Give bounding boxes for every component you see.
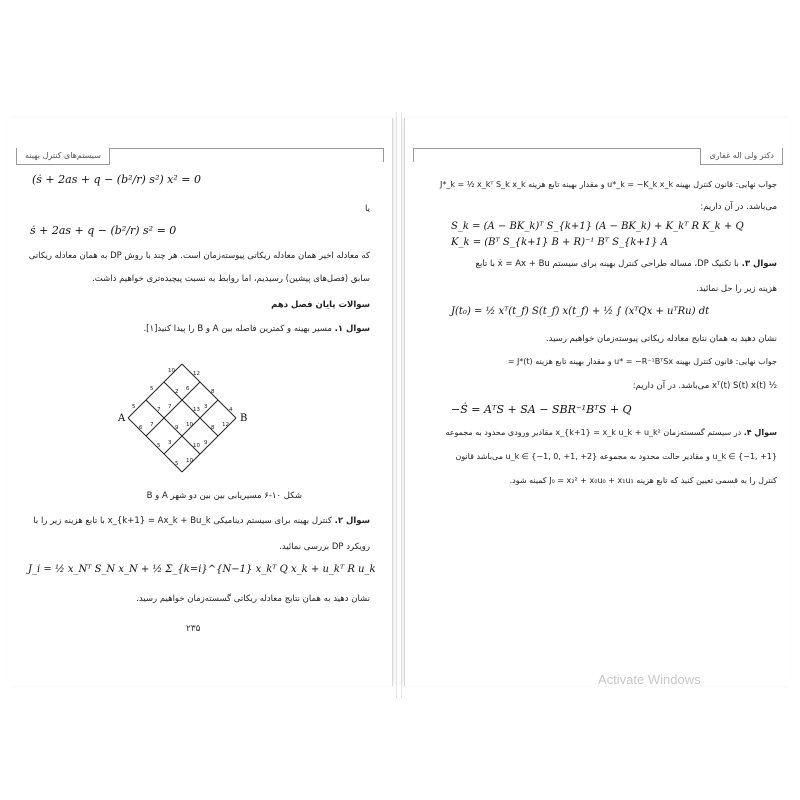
edge-weight-label: 10 bbox=[168, 368, 175, 374]
equation-2: ṡ + 2as + q − (b²/r) s² = 0 bbox=[30, 224, 177, 237]
paragraph-line-2: سابق (فصل‌های پیشین) رسیدیم، اما روابط به نسبت پیچیده‌تری خواهیم داشت. bbox=[92, 274, 370, 284]
edge-weight-label: 6 bbox=[186, 386, 190, 392]
edge-weight-label: 6 bbox=[139, 425, 143, 431]
edge-weight-label: 2 bbox=[175, 389, 179, 395]
edge-weight-label: 7 bbox=[150, 422, 154, 428]
answer-1-cont: می‌باشد. در آن داریم: bbox=[700, 202, 777, 212]
edge-weight-label: 3 bbox=[168, 440, 172, 446]
edge-weight-label: 3 bbox=[204, 404, 208, 410]
question-4-text: در سیستم گسسته‌زمان x_{k+1} = x_k u_k + u_k² مقادیر ورودی محدود به مجموعه bbox=[445, 428, 742, 437]
question-2-text: کنترل بهینه برای سیستم دینامیکی x_{k+1} = Ax_k + Bu_k با تابع هزینه زیر را با bbox=[33, 516, 332, 526]
question-3-label: سوال ۳. bbox=[741, 259, 777, 269]
node-a-label: A bbox=[118, 413, 126, 424]
question-4-line-3: کنترل را به قسمی تعیین کنید که تابع هزینه J₀ = x₂² + x₀u₀ + x₁u₁ کمینه شود. bbox=[509, 476, 777, 485]
right-header-rule bbox=[413, 148, 783, 159]
page-number: ۲۳۵ bbox=[186, 624, 201, 634]
question-4-label: سوال ۴. bbox=[743, 428, 777, 437]
question-2-label: سوال ۲. bbox=[334, 516, 370, 526]
node-b-label: B bbox=[240, 413, 248, 424]
edge-weight-label: 9 bbox=[204, 440, 208, 446]
answer-2-cont: ½ xᵀ(t) S(t) x(t) می‌باشد. در آن داریم: bbox=[632, 381, 777, 391]
edge-weight-label: 5 bbox=[175, 461, 179, 467]
left-header-rule bbox=[16, 148, 384, 159]
book-spine-left bbox=[396, 112, 397, 698]
question-3-line-3: نشان دهید به همان نتایج معادله ریکاتی پیوسته‌زمان خواهیم رسید. bbox=[545, 334, 777, 344]
edge-weight-label: 5 bbox=[157, 443, 161, 449]
question-3-line-2: هزینه زیر را حل نمائید. bbox=[696, 284, 777, 294]
right-header-title: دکتر ولی اله غفاری bbox=[700, 148, 783, 165]
question-3-text: با تکنیک DP، مساله طراحی کنترل بهینه برای سیستم ẋ = Ax + Bu با تابع bbox=[475, 259, 739, 269]
route-grid-diagram bbox=[116, 350, 266, 486]
edge-weight-label: 12 bbox=[222, 422, 229, 428]
left-header-stub bbox=[383, 148, 384, 162]
edge-weight-label: 9 bbox=[175, 425, 179, 431]
paragraph-line-1: که معادله اخیر همان معادله ریکاتی پیوسته‌زمان است. هر چند با روش DP به همان معادله ریکاتی bbox=[28, 251, 370, 261]
answer-2: جواب نهایی: قانون کنترل بهینه u* = −R⁻¹BᵀSx و مقدار بهینه تابع هزینه J*(t) = bbox=[507, 357, 777, 366]
question-1-label: سوال ۱. bbox=[334, 324, 370, 334]
equation-j: J(t₀) = ½ xᵀ(t_f) S(t_f) x(t_f) + ½ ∫ (xᵀQx + uᵀRu) dt bbox=[451, 306, 710, 317]
question-4-line-2: u_k ∈ {−1, +1} و مقادیر حالت محدود به مجموعه u_k ∈ {−1, 0, +1, +2} می‌باشد قانون bbox=[455, 452, 777, 461]
edge-weight-label: 5 bbox=[150, 386, 154, 392]
edge-weight-label: 7 bbox=[168, 404, 172, 410]
question-1 bbox=[143, 324, 370, 334]
equation-riccati: −Ṡ = AᵀS + SA − SBR⁻¹BᵀS + Q bbox=[451, 403, 632, 416]
text-ya: یا bbox=[365, 204, 370, 214]
question-2-line-2: رویکرد DP بررسی نمائید. bbox=[279, 542, 370, 552]
edge-weight-label: 8 bbox=[211, 425, 215, 431]
question-2 bbox=[33, 516, 370, 526]
equation-kk: K_k = (Bᵀ S_{k+1} B + R)⁻¹ Bᵀ S_{k+1} A bbox=[451, 237, 668, 248]
edge-weight-label: 8 bbox=[211, 389, 215, 395]
edge-weight-label: 4 bbox=[229, 407, 233, 413]
question-4 bbox=[445, 428, 777, 437]
figure-caption: شکل ۱۰-۶ مسیریابی بین بین دو شهر A و B bbox=[146, 491, 302, 501]
equation-3: J_i = ½ x_Nᵀ S_N x_N + ½ Σ_{k=i}^{N−1} x_kᵀ Q x_k + u_kᵀ R u_k bbox=[28, 564, 376, 575]
edge-labels bbox=[132, 368, 233, 467]
edge-weight-label: 7 bbox=[157, 407, 161, 413]
right-page bbox=[404, 118, 791, 686]
edge-weight-label: 12 bbox=[193, 371, 200, 377]
question-3 bbox=[475, 259, 777, 269]
section-title: سوالات پایان فصل دهم bbox=[271, 300, 370, 310]
question-1-text: مسیر بهینه و کمترین فاصله بین A و B را پیدا کنید[۱]. bbox=[143, 324, 332, 334]
activate-windows-watermark: Activate Windows bbox=[598, 672, 701, 687]
equation-1: (ṡ + 2as + q − (b²/r) s²) x² = 0 bbox=[32, 173, 201, 186]
right-header-stub bbox=[413, 148, 414, 162]
edge-weight-label: 5 bbox=[132, 404, 136, 410]
answer-1: جواب نهایی: قانون کنترل بهینه u*_k = −K_k x_k و مقدار بهینه تابع هزینه J*_k = ½ x_kᵀ S_k x_k bbox=[439, 180, 777, 189]
equation-sk: S_k = (A − BK_k)ᵀ S_{k+1} (A − BK_k) + K_kᵀ R K_k + Q bbox=[451, 221, 744, 232]
final-line: نشان دهید به همان نتایج معادله ریکاتی گسسته‌زمان خواهیم رسید. bbox=[136, 594, 370, 604]
edge-weight-label: 13 bbox=[193, 407, 200, 413]
left-page bbox=[8, 118, 393, 686]
edge-weight-label: 10 bbox=[193, 443, 200, 449]
edge-weight-label: 10 bbox=[186, 422, 193, 428]
book-spine-right bbox=[401, 112, 402, 698]
left-header-title: سیستم‌های کنترل بهینه bbox=[16, 148, 110, 165]
edge-weight-label: 10 bbox=[186, 458, 193, 464]
